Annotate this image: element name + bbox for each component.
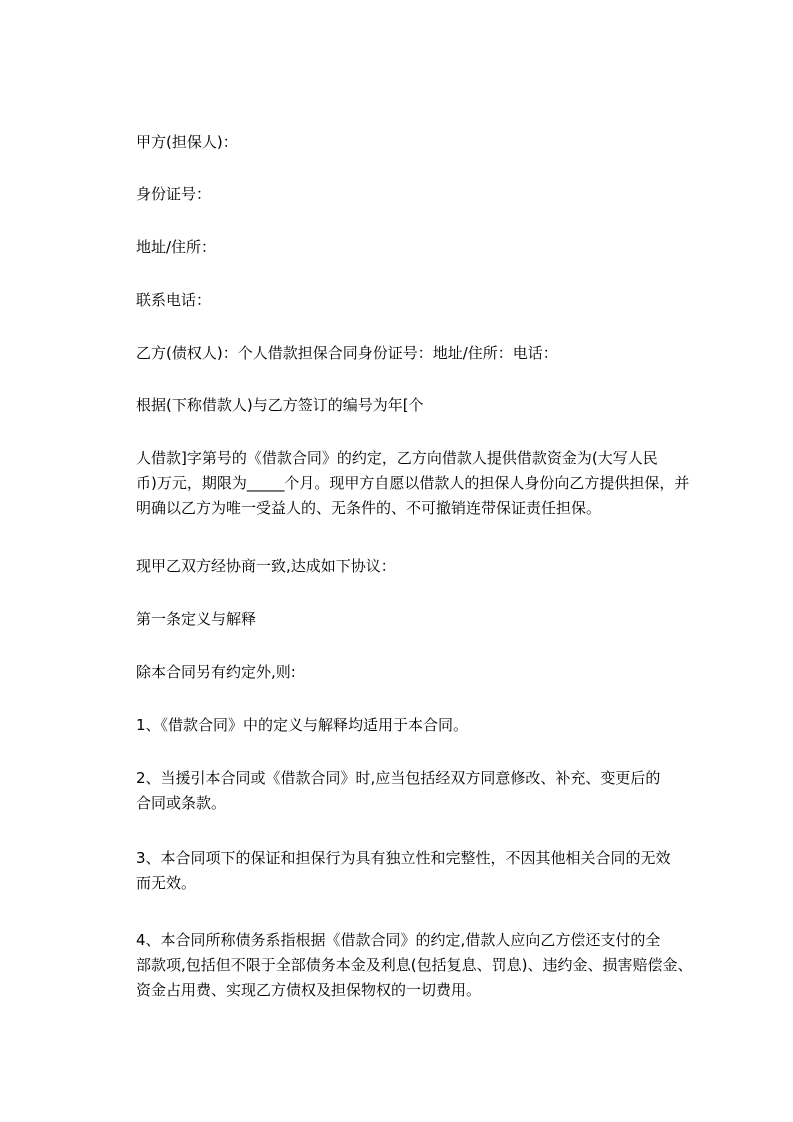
paragraph-line: 3、本合同项下的保证和担保行为具有独立性和完整性，不因其他相关合同的无效: [136, 849, 671, 867]
paragraph-line: 币)万元，期限为_____个月。现甲方自愿以借款人的担保人身份向乙方提供担保，并: [136, 474, 690, 492]
agreement-intro: 现甲乙双方经协商一致,达成如下协议：: [136, 557, 396, 575]
party-b-line: 乙方(债权人)：个人借款担保合同身份证号：地址/住所：电话：: [136, 344, 558, 362]
clause-4: [136, 928, 716, 1003]
phone-label: 联系电话：: [136, 291, 212, 309]
paragraph-line: 部款项,包括但不限于全部债务本金及利息(包括复息、罚息)、违约金、损害赔偿金、: [136, 956, 693, 974]
clause-2: [136, 766, 716, 816]
paragraph-line: 人借款]字第号的《借款合同》的约定，乙方向借款人提供借款资金为(大写人民: [136, 449, 658, 467]
address-label: 地址/住所：: [136, 238, 217, 256]
loan-contract-paragraph: [136, 446, 716, 521]
id-number-label: 身份证号：: [136, 185, 212, 203]
paragraph-line: 4、本合同所称债务系指根据《借款合同》的约定,借款人应向乙方偿还支付的全: [136, 931, 661, 949]
exception-clause: 除本合同另有约定外,则:: [136, 663, 296, 681]
paragraph-line: 而无效。: [136, 874, 197, 892]
basis-paragraph: 根据(下称借款人)与乙方签订的编号为年[个: [136, 396, 424, 414]
paragraph-line: 明确以乙方为唯一受益人的、无条件的、不可撤销连带保证责任担保。: [136, 499, 602, 517]
article-1-heading: 第一条定义与解释: [136, 610, 257, 628]
paragraph-line: 合同或条款。: [136, 794, 227, 812]
paragraph-line: 2、当援引本合同或《借款合同》时,应当包括经双方同意修改、补充、变更后的: [136, 769, 661, 787]
paragraph-line: 资金占用费、实现乙方债权及担保物权的一切费用。: [136, 981, 482, 999]
clause-1: 1、《借款合同》中的定义与解释均适用于本合同。: [136, 716, 469, 734]
party-a-label: 甲方(担保人)：: [136, 133, 238, 151]
clause-3: [136, 846, 716, 896]
